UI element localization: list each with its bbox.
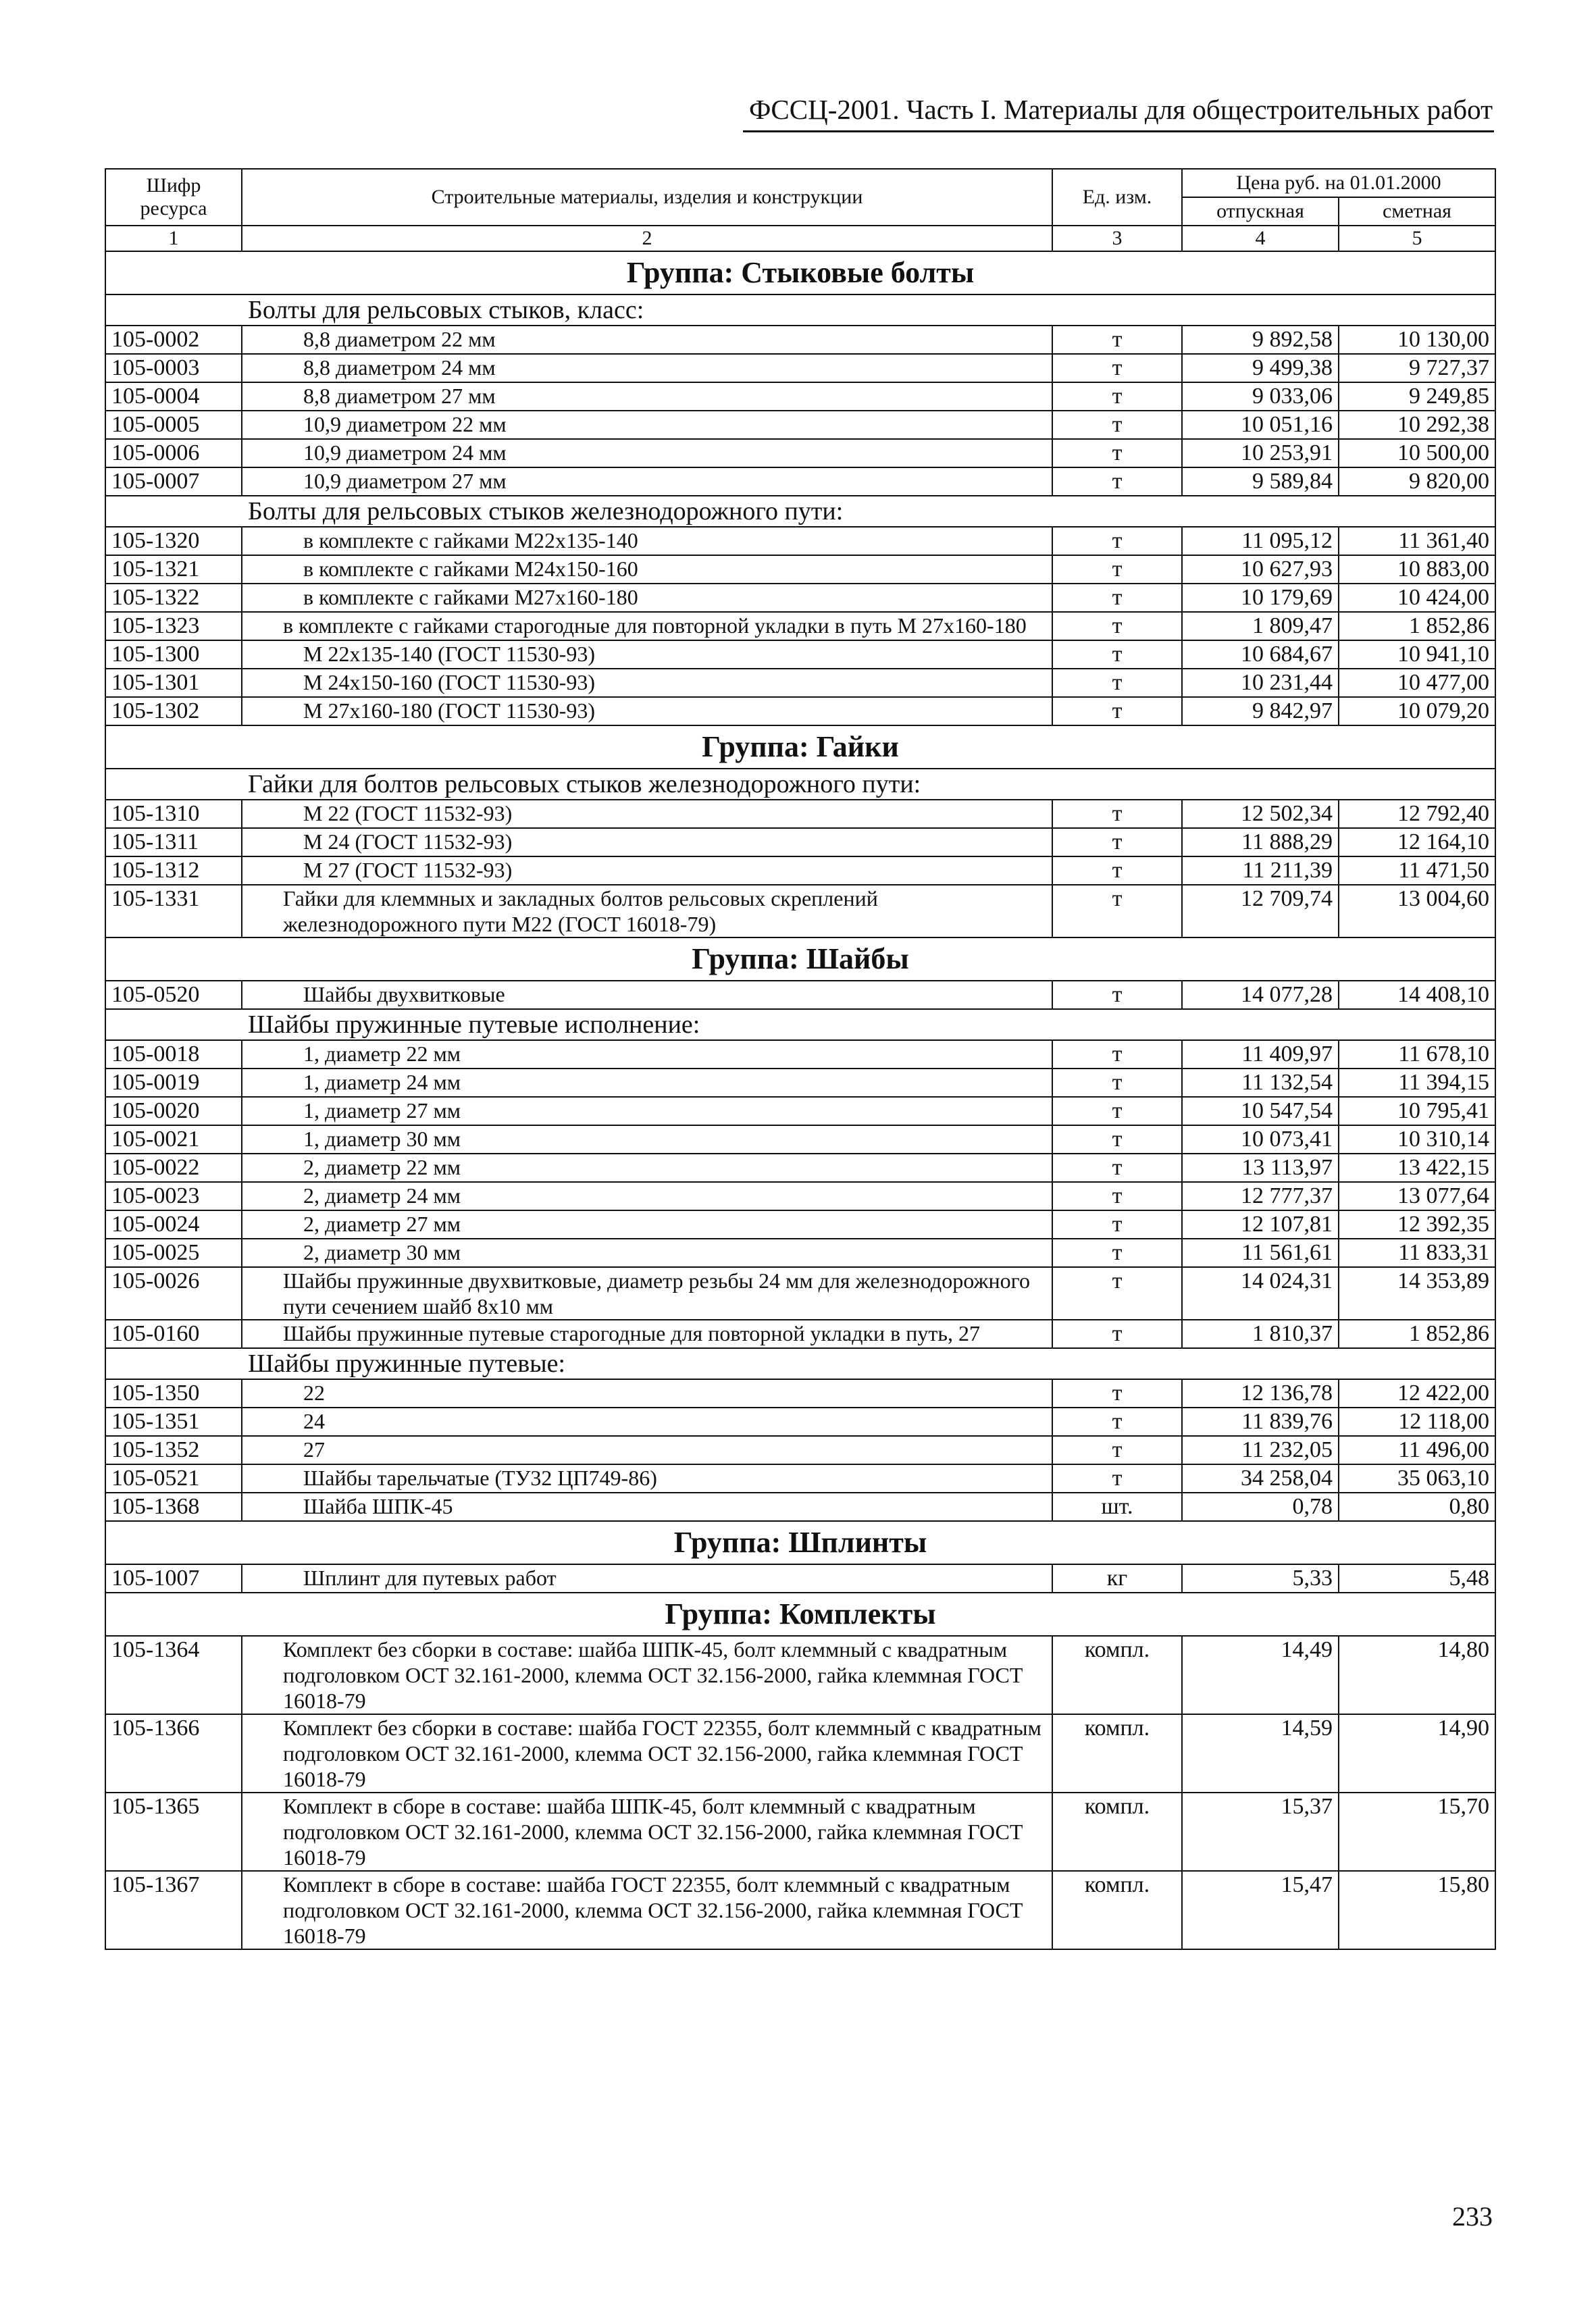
price-release: 10 051,16 [1182,411,1339,439]
material-name: М 24х150-160 (ГОСТ 11530-93) [242,669,1052,697]
table-row [105,354,1495,382]
unit: т [1052,981,1182,1009]
material-name: Шплинт для путевых работ [242,1564,1052,1593]
material-name: М 27х160-180 (ГОСТ 11530-93) [242,697,1052,725]
price-release: 9 499,38 [1182,354,1339,382]
resource-code: 105-0521 [105,1464,242,1493]
price-release: 1 809,47 [1182,612,1339,640]
unit: т [1052,800,1182,828]
resource-code: 105-0026 [105,1267,242,1320]
material-name: 24 [242,1408,1052,1436]
price-release: 13 113,97 [1182,1154,1339,1182]
table-row [105,1040,1495,1069]
group-row [105,1521,1495,1564]
material-name: Гайки для клеммных и закладных болтов рельсовых скреплений железнодорожного пути М22 (ГОСТ 16018-79) [242,885,1052,937]
price-estimate: 9 820,00 [1339,467,1495,496]
unit: т [1052,467,1182,496]
price-estimate: 15,80 [1339,1871,1495,1949]
material-name: в комплекте с гайками М24х150-160 [242,555,1052,584]
subgroup-title: Шайбы пружинные путевые исполнение: [105,1009,1495,1040]
unit: т [1052,1069,1182,1097]
col-header-unit: Ед. изм. [1052,169,1182,226]
unit: компл. [1052,1793,1182,1871]
table-row [105,1267,1495,1320]
resource-code: 105-0020 [105,1097,242,1125]
unit: т [1052,697,1182,725]
subgroup-title: Болты для рельсовых стыков железнодорожного пути: [105,496,1495,527]
material-name: 8,8 диаметром 22 мм [242,326,1052,354]
table-row [105,439,1495,467]
group-row [105,1593,1495,1636]
unit: т [1052,1379,1182,1408]
material-name: Шайбы пружинные путевые старогодные для повторной укладки в путь, 27 [242,1320,1052,1348]
resource-code: 105-0003 [105,354,242,382]
unit: шт. [1052,1493,1182,1521]
price-estimate: 11 361,40 [1339,527,1495,555]
price-estimate: 10 130,00 [1339,326,1495,354]
unit: т [1052,411,1182,439]
unit: кг [1052,1564,1182,1593]
price-estimate: 11 833,31 [1339,1239,1495,1267]
table-row [105,1714,1495,1793]
price-release: 15,37 [1182,1793,1339,1871]
unit: т [1052,1408,1182,1436]
unit: т [1052,640,1182,669]
col-header-estimate: сметная [1339,197,1495,226]
group-title: Группа: Стыковые болты [105,251,1495,294]
price-release: 34 258,04 [1182,1464,1339,1493]
table-row [105,1069,1495,1097]
resource-code: 105-1007 [105,1564,242,1593]
table-row [105,1564,1495,1593]
material-name: в комплекте с гайками М27х160-180 [242,584,1052,612]
resource-code: 105-0006 [105,439,242,467]
material-name: 1, диаметр 24 мм [242,1069,1052,1097]
material-name: М 22х135-140 (ГОСТ 11530-93) [242,640,1052,669]
resource-code: 105-0004 [105,382,242,411]
material-name: Шайбы пружинные двухвитковые, диаметр резьбы 24 мм для железнодорожного пути сечением шайб 8х10 мм [242,1267,1052,1320]
unit: т [1052,1436,1182,1464]
material-name: в комплекте с гайками старогодные для повторной укладки в путь М 27х160-180 [242,612,1052,640]
resource-code: 105-0021 [105,1125,242,1154]
group-title: Группа: Шайбы [105,937,1495,981]
material-name: 22 [242,1379,1052,1408]
price-estimate: 10 477,00 [1339,669,1495,697]
resource-code: 105-1365 [105,1793,242,1871]
price-release: 10 253,91 [1182,439,1339,467]
material-name: 10,9 диаметром 22 мм [242,411,1052,439]
material-name: 10,9 диаметром 24 мм [242,439,1052,467]
resource-code: 105-1367 [105,1871,242,1949]
price-estimate: 1 852,86 [1339,612,1495,640]
resource-code: 105-1352 [105,1436,242,1464]
group-row [105,937,1495,981]
unit: т [1052,885,1182,937]
unit: т [1052,1154,1182,1182]
unit: т [1052,354,1182,382]
resource-code: 105-0024 [105,1210,242,1239]
material-name: Шайбы двухвитковые [242,981,1052,1009]
price-estimate: 5,48 [1339,1564,1495,1593]
price-release: 1 810,37 [1182,1320,1339,1348]
material-name: Шайбы тарельчатые (ТУ32 ЦП749-86) [242,1464,1052,1493]
material-name: М 24 (ГОСТ 11532-93) [242,828,1052,856]
resource-code: 105-1323 [105,612,242,640]
material-name: 1, диаметр 27 мм [242,1097,1052,1125]
price-release: 11 409,97 [1182,1040,1339,1069]
price-estimate: 13 004,60 [1339,885,1495,937]
resource-code: 105-0002 [105,326,242,354]
price-release: 11 888,29 [1182,828,1339,856]
price-estimate: 14,90 [1339,1714,1495,1793]
table-row [105,1636,1495,1714]
resource-code: 105-0007 [105,467,242,496]
page-number: 233 [1452,2201,1493,2232]
table-row [105,1182,1495,1210]
unit: т [1052,584,1182,612]
col-header-name: Строительные материалы, изделия и конструкции [242,169,1052,226]
unit: т [1052,326,1182,354]
price-release: 10 627,93 [1182,555,1339,584]
price-estimate: 10 292,38 [1339,411,1495,439]
material-name: в комплекте с гайками М22х135-140 [242,527,1052,555]
unit: т [1052,527,1182,555]
table-row [105,1320,1495,1348]
resource-code: 105-0160 [105,1320,242,1348]
price-release: 12 502,34 [1182,800,1339,828]
price-release: 9 033,06 [1182,382,1339,411]
unit: компл. [1052,1636,1182,1714]
price-release: 9 589,84 [1182,467,1339,496]
price-estimate: 35 063,10 [1339,1464,1495,1493]
col-number: 2 [242,226,1052,251]
resource-code: 105-1312 [105,856,242,885]
resource-code: 105-1301 [105,669,242,697]
price-estimate: 11 496,00 [1339,1436,1495,1464]
unit: т [1052,555,1182,584]
unit: т [1052,1210,1182,1239]
material-name: 1, диаметр 30 мм [242,1125,1052,1154]
subgroup-row [105,1348,1495,1379]
price-release: 10 179,69 [1182,584,1339,612]
price-estimate: 10 424,00 [1339,584,1495,612]
table-row [105,981,1495,1009]
price-estimate: 9 249,85 [1339,382,1495,411]
table-body [105,251,1495,1949]
price-estimate: 12 164,10 [1339,828,1495,856]
group-title: Группа: Комплекты [105,1593,1495,1636]
resource-code: 105-1350 [105,1379,242,1408]
header-rule [743,130,1494,132]
subgroup-row [105,769,1495,800]
unit: т [1052,1320,1182,1348]
price-release: 11 232,05 [1182,1436,1339,1464]
table-row [105,828,1495,856]
price-release: 11 561,61 [1182,1239,1339,1267]
material-name: М 27 (ГОСТ 11532-93) [242,856,1052,885]
unit: т [1052,856,1182,885]
price-release: 15,47 [1182,1871,1339,1949]
resource-code: 105-1321 [105,555,242,584]
col-header-code: Шифр ресурса [105,169,242,226]
price-estimate: 10 795,41 [1339,1097,1495,1125]
price-estimate: 12 118,00 [1339,1408,1495,1436]
table-row [105,411,1495,439]
table-row [105,527,1495,555]
price-estimate: 1 852,86 [1339,1320,1495,1348]
price-release: 14 077,28 [1182,981,1339,1009]
price-estimate: 14 408,10 [1339,981,1495,1009]
price-release: 10 684,67 [1182,640,1339,669]
unit: т [1052,1239,1182,1267]
material-name: 2, диаметр 22 мм [242,1154,1052,1182]
material-name: 10,9 диаметром 27 мм [242,467,1052,496]
table-row [105,555,1495,584]
price-estimate: 10 310,14 [1339,1125,1495,1154]
price-release: 11 132,54 [1182,1069,1339,1097]
price-release: 12 136,78 [1182,1379,1339,1408]
material-name: 27 [242,1436,1052,1464]
price-estimate: 9 727,37 [1339,354,1495,382]
table-row [105,1125,1495,1154]
table-row [105,1436,1495,1464]
price-release: 10 073,41 [1182,1125,1339,1154]
resource-code: 105-1351 [105,1408,242,1436]
price-estimate: 0,80 [1339,1493,1495,1521]
resource-code: 105-1320 [105,527,242,555]
table-row [105,1379,1495,1408]
unit: т [1052,1040,1182,1069]
resource-code: 105-0018 [105,1040,242,1069]
unit: т [1052,612,1182,640]
table-row [105,467,1495,496]
material-name: 1, диаметр 22 мм [242,1040,1052,1069]
table-row [105,856,1495,885]
col-number: 3 [1052,226,1182,251]
material-name: Комплект без сборки в составе: шайба ГОСТ 22355, болт клеммный с квадратным подголовком ОСТ 32.161-2000, клемма ОСТ 32.156-2000, гайка клеммная ГОСТ 16018-79 [242,1714,1052,1793]
price-release: 12 777,37 [1182,1182,1339,1210]
price-estimate: 13 077,64 [1339,1182,1495,1210]
table-row [105,1871,1495,1949]
unit: компл. [1052,1714,1182,1793]
price-release: 11 095,12 [1182,527,1339,555]
price-release: 9 892,58 [1182,326,1339,354]
material-name: М 22 (ГОСТ 11532-93) [242,800,1052,828]
col-number: 4 [1182,226,1339,251]
subgroup-row [105,496,1495,527]
material-name: Комплект в сборе в составе: шайба ГОСТ 22355, болт клеммный с квадратным подголовком ОСТ 32.161-2000, клемма ОСТ 32.156-2000, гайка клеммная ГОСТ 16018-79 [242,1871,1052,1949]
price-release: 14,59 [1182,1714,1339,1793]
resource-code: 105-1331 [105,885,242,937]
price-estimate: 14,80 [1339,1636,1495,1714]
price-estimate: 15,70 [1339,1793,1495,1871]
resource-code: 105-0005 [105,411,242,439]
table-row [105,1493,1495,1521]
unit: т [1052,382,1182,411]
table-row [105,1210,1495,1239]
material-name: Комплект в сборе в составе: шайба ШПК-45, болт клеммный с квадратным подголовком ОСТ 32.161-2000, клемма ОСТ 32.156-2000, гайка клеммная ГОСТ 16018-79 [242,1793,1052,1871]
group-title: Группа: Гайки [105,725,1495,769]
subgroup-title: Гайки для болтов рельсовых стыков железнодорожного пути: [105,769,1495,800]
subgroup-title: Болты для рельсовых стыков, класс: [105,294,1495,326]
table-row [105,584,1495,612]
price-release: 12 107,81 [1182,1210,1339,1239]
price-estimate: 11 678,10 [1339,1040,1495,1069]
unit: т [1052,669,1182,697]
page-header: ФССЦ-2001. Часть I. Материалы для общестроительных работ [749,94,1493,125]
price-estimate: 14 353,89 [1339,1267,1495,1320]
col-header-release: отпускная [1182,197,1339,226]
price-estimate: 11 471,50 [1339,856,1495,885]
group-row [105,725,1495,769]
price-estimate: 10 500,00 [1339,439,1495,467]
col-number: 5 [1339,226,1495,251]
price-estimate: 10 079,20 [1339,697,1495,725]
unit: компл. [1052,1871,1182,1949]
subgroup-row [105,294,1495,326]
resource-code: 105-0019 [105,1069,242,1097]
unit: т [1052,1267,1182,1320]
price-release: 12 709,74 [1182,885,1339,937]
unit: т [1052,1464,1182,1493]
resource-code: 105-0023 [105,1182,242,1210]
resource-code: 105-1310 [105,800,242,828]
table-row [105,1097,1495,1125]
price-estimate: 12 792,40 [1339,800,1495,828]
unit: т [1052,1125,1182,1154]
table-row [105,326,1495,354]
table-row [105,1154,1495,1182]
unit: т [1052,1182,1182,1210]
table-row [105,1408,1495,1436]
table-row [105,612,1495,640]
price-release: 14 024,31 [1182,1267,1339,1320]
col-header-price: Цена руб. на 01.01.2000 [1182,169,1495,197]
resource-code: 105-0022 [105,1154,242,1182]
price-estimate: 12 392,35 [1339,1210,1495,1239]
price-estimate: 12 422,00 [1339,1379,1495,1408]
price-estimate: 10 883,00 [1339,555,1495,584]
group-title: Группа: Шплинты [105,1521,1495,1564]
table-row [105,669,1495,697]
unit: т [1052,439,1182,467]
table-row [105,1793,1495,1871]
table-row [105,885,1495,937]
price-release: 10 231,44 [1182,669,1339,697]
table-row [105,1239,1495,1267]
price-estimate: 13 422,15 [1339,1154,1495,1182]
table-row [105,800,1495,828]
price-table [105,168,1496,1950]
resource-code: 105-1364 [105,1636,242,1714]
material-name: 8,8 диаметром 27 мм [242,382,1052,411]
material-name: 2, диаметр 24 мм [242,1182,1052,1210]
price-release: 11 839,76 [1182,1408,1339,1436]
resource-code: 105-1368 [105,1493,242,1521]
resource-code: 105-1366 [105,1714,242,1793]
material-name: Комплект без сборки в составе: шайба ШПК-45, болт клеммный с квадратным подголовком ОСТ 32.161-2000, клемма ОСТ 32.156-2000, гайка клеммная ГОСТ 16018-79 [242,1636,1052,1714]
price-estimate: 10 941,10 [1339,640,1495,669]
material-name: 8,8 диаметром 24 мм [242,354,1052,382]
price-release: 14,49 [1182,1636,1339,1714]
table-row [105,1464,1495,1493]
group-row [105,251,1495,294]
table-row [105,697,1495,725]
unit: т [1052,828,1182,856]
price-release: 10 547,54 [1182,1097,1339,1125]
material-name: 2, диаметр 30 мм [242,1239,1052,1267]
table-row [105,382,1495,411]
material-name: 2, диаметр 27 мм [242,1210,1052,1239]
resource-code: 105-1322 [105,584,242,612]
resource-code: 105-1302 [105,697,242,725]
price-estimate: 11 394,15 [1339,1069,1495,1097]
resource-code: 105-1300 [105,640,242,669]
col-number: 1 [105,226,242,251]
table-row [105,640,1495,669]
material-name: Шайба ШПК-45 [242,1493,1052,1521]
price-release: 11 211,39 [1182,856,1339,885]
resource-code: 105-0520 [105,981,242,1009]
resource-code: 105-0025 [105,1239,242,1267]
price-release: 5,33 [1182,1564,1339,1593]
price-release: 9 842,97 [1182,697,1339,725]
unit: т [1052,1097,1182,1125]
resource-code: 105-1311 [105,828,242,856]
price-release: 0,78 [1182,1493,1339,1521]
subgroup-row [105,1009,1495,1040]
subgroup-title: Шайбы пружинные путевые: [105,1348,1495,1379]
